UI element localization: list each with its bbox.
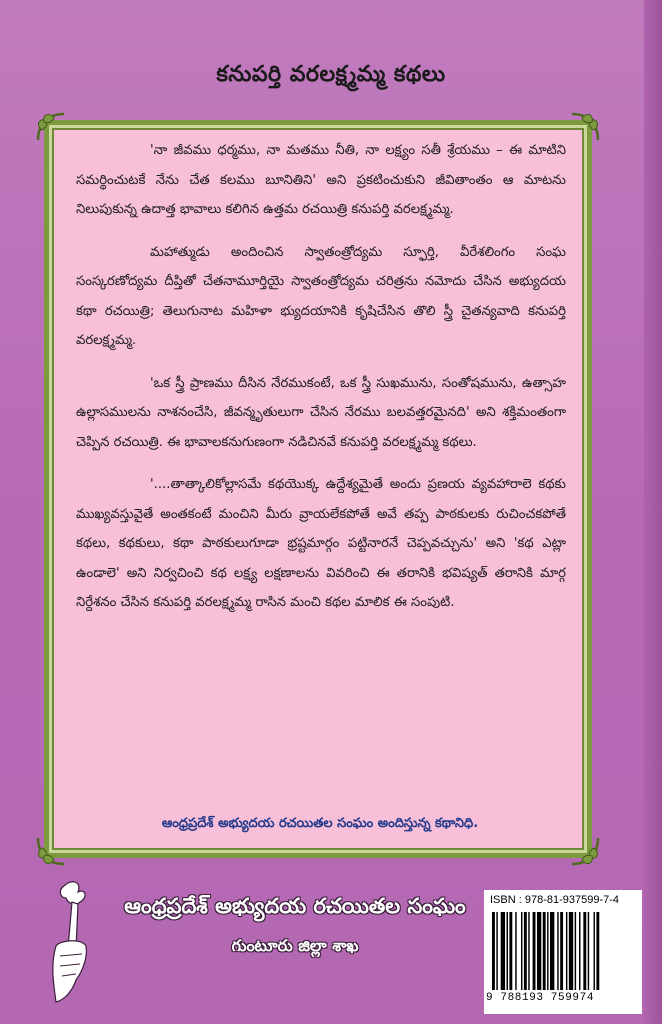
barcode-bar <box>560 912 563 990</box>
blurb-paragraph: మహాత్ముడు అందించిన స్వాతంత్రోద్యమ స్ఫూర్తి, వీరేశలింగం సంఘ సంస్కరణోద్యమ దీప్తితో చేతనామూర్తియై స్వాతంత్రోద్యమ చరిత్రను నమోదు చేసిన అభ్యుదయ కథా రచయిత్రి; తెలుగునాట మహిళా భ్యుదయానికి కృషిచేసిన తొలి స్త్రీ చైతన్యవాది కనుపర్తి వరలక్ష్మమ్మ. <box>76 244 566 348</box>
barcode-bar <box>579 912 580 990</box>
barcode-bar <box>594 912 595 990</box>
barcode-bar <box>507 912 508 990</box>
book-title: కనుపర్తి వరలక్ష్మమ్మ కథలు <box>216 62 446 87</box>
barcode-bar <box>543 912 546 990</box>
barcode-bar <box>547 912 548 990</box>
series-tagline: ఆంధ్రప్రదేశ్ అభ్యుదయ రచయితల సంఘం అందిస్తున్న కథానిధి. <box>161 816 479 831</box>
barcode-bar <box>583 912 586 990</box>
spine-edge <box>644 0 662 1024</box>
publisher-name: ఆంధ్రప్రదేశ్ అభ్యుదయ రచయితల సంఘం <box>124 894 466 918</box>
blurb-text <box>76 136 566 631</box>
barcode-bar <box>521 912 522 990</box>
barcode-bar <box>528 912 529 990</box>
vine-corner-icon <box>568 834 602 868</box>
barcode-bar <box>557 912 558 990</box>
barcode-bar <box>575 912 576 990</box>
barcode-bar <box>501 912 505 990</box>
barcode-bar <box>492 912 495 990</box>
barcode-bar <box>550 912 554 990</box>
ean-digits: 9 788193 759974 <box>486 992 595 1004</box>
blurb-paragraph: 'నా జీవము ధర్మము, నా మతము నీతి, నా లక్ష్యం సతీ శ్రేయము – ఈ మాటిని సమర్థించుటకే నేను చేత కలము బూనితిని' అని ప్రకటించుకుని జీవితాంతం ఆ మాటను నిలుపుకున్న ఉదాత్త భావాలు కలిగిన ఉత్తమ రచయిత్రి కనుపర్తి వరలక్ష్మమ్మ. <box>76 143 566 217</box>
barcode-bar <box>524 912 527 990</box>
isbn-label: ISBN : 978-81-937599-7-4 <box>490 894 620 906</box>
barcode-icon <box>492 912 634 990</box>
barcode-bar <box>596 912 599 990</box>
barcode-bar <box>533 912 536 990</box>
barcode-bar <box>588 912 589 990</box>
barcode-bar <box>566 912 567 990</box>
vine-corner-icon <box>568 110 602 144</box>
blurb-paragraph: '....తాత్కాలికోల్లాసమే కథయొక్క ఉద్దేశ్యమైతే అందు ప్రణయ వ్యవహారాలె కథకు ముఖ్యవస్తువైతే అంతకంటే మంచిని మీరు వ్రాయలేకపోతే అవే తప్ప పాఠకులకు రుచించకపోతే కథలు, కథకులు, కథా పాఠకులుగూడా భ్రష్టమార్గం పట్టినారనే చెప్పవచ్చును' అని 'కథ ఎట్లా ఉండాలె' అని నిర్వచించి కథ లక్ష్య లక్షణాలను వివరించి ఈ తరానికి భవిష్యత్ తరానికి మార్గ నిర్దేశనం చేసిన కనుపర్తి వరలక్ష్మమ్మ రాసిన మంచి కథల మాలిక ఈ సంపుటి. <box>76 477 566 610</box>
blurb-paragraph: 'ఒక స్త్రీ ప్రాణము దీసిన నేరముకంటే, ఒక స్త్రీ సుఖమును, సంతోషమును, ఉత్సాహ ఉల్లాసములను నాశనంచేసి, జీవన్మృతులుగా చేసిన నేరము బలవత్తరమైనది' అని శక్తిమంతంగా చెప్పిన రచయిత్రి. ఈ భావాలకనుగుణంగా నడిచినవే కనుపర్తి వరలక్ష్మమ్మ కథలు. <box>76 375 566 450</box>
torch-hand-logo-icon <box>42 876 98 1006</box>
barcode-bar <box>515 912 516 990</box>
vine-corner-icon <box>34 834 68 868</box>
barcode-bar <box>509 912 512 990</box>
barcode-bar <box>569 912 573 990</box>
isbn-block <box>484 890 642 1014</box>
publisher-branch: గుంటూరు జిల్లా శాఖ <box>231 936 359 955</box>
barcode-bar <box>496 912 497 990</box>
vine-corner-icon <box>34 110 68 144</box>
barcode-bar <box>537 912 541 990</box>
